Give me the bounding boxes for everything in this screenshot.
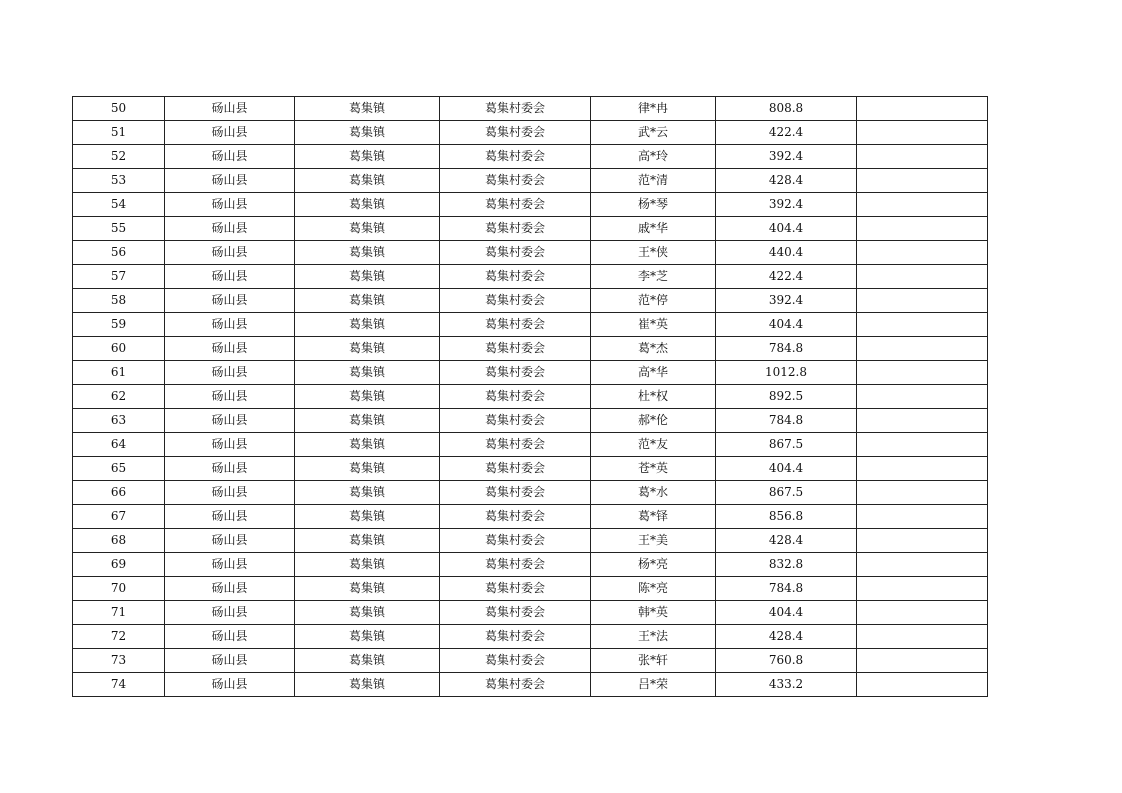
town-cell: 葛集镇 bbox=[295, 433, 440, 457]
row-number-cell: 54 bbox=[73, 193, 165, 217]
note-cell bbox=[857, 241, 988, 265]
amount-cell: 760.8 bbox=[716, 649, 857, 673]
amount-cell: 784.8 bbox=[716, 409, 857, 433]
amount-cell: 392.4 bbox=[716, 145, 857, 169]
town-cell: 葛集镇 bbox=[295, 625, 440, 649]
table-row bbox=[73, 553, 988, 577]
village-cell: 葛集村委会 bbox=[440, 385, 591, 409]
table-row bbox=[73, 433, 988, 457]
amount-cell: 784.8 bbox=[716, 577, 857, 601]
row-number-cell: 73 bbox=[73, 649, 165, 673]
note-cell bbox=[857, 433, 988, 457]
name-cell: 高*玲 bbox=[591, 145, 716, 169]
county-cell: 砀山县 bbox=[165, 433, 295, 457]
county-cell: 砀山县 bbox=[165, 625, 295, 649]
note-cell bbox=[857, 409, 988, 433]
name-cell: 王*美 bbox=[591, 529, 716, 553]
table-row bbox=[73, 193, 988, 217]
document-page bbox=[72, 96, 988, 697]
village-cell: 葛集村委会 bbox=[440, 553, 591, 577]
table-row bbox=[73, 505, 988, 529]
name-cell: 葛*铎 bbox=[591, 505, 716, 529]
county-cell: 砀山县 bbox=[165, 577, 295, 601]
row-number-cell: 69 bbox=[73, 553, 165, 577]
note-cell bbox=[857, 505, 988, 529]
county-cell: 砀山县 bbox=[165, 97, 295, 121]
amount-cell: 404.4 bbox=[716, 457, 857, 481]
county-cell: 砀山县 bbox=[165, 337, 295, 361]
village-cell: 葛集村委会 bbox=[440, 577, 591, 601]
county-cell: 砀山县 bbox=[165, 145, 295, 169]
name-cell: 范*停 bbox=[591, 289, 716, 313]
name-cell: 杨*琴 bbox=[591, 193, 716, 217]
table-row bbox=[73, 529, 988, 553]
row-number-cell: 64 bbox=[73, 433, 165, 457]
village-cell: 葛集村委会 bbox=[440, 457, 591, 481]
table-row bbox=[73, 145, 988, 169]
village-cell: 葛集村委会 bbox=[440, 673, 591, 697]
county-cell: 砀山县 bbox=[165, 241, 295, 265]
town-cell: 葛集镇 bbox=[295, 313, 440, 337]
table-row bbox=[73, 121, 988, 145]
note-cell bbox=[857, 601, 988, 625]
row-number-cell: 59 bbox=[73, 313, 165, 337]
table-row bbox=[73, 313, 988, 337]
town-cell: 葛集镇 bbox=[295, 337, 440, 361]
name-cell: 范*友 bbox=[591, 433, 716, 457]
row-number-cell: 60 bbox=[73, 337, 165, 361]
name-cell: 李*芝 bbox=[591, 265, 716, 289]
note-cell bbox=[857, 553, 988, 577]
row-number-cell: 62 bbox=[73, 385, 165, 409]
table-row bbox=[73, 601, 988, 625]
county-cell: 砀山县 bbox=[165, 361, 295, 385]
name-cell: 杨*亮 bbox=[591, 553, 716, 577]
town-cell: 葛集镇 bbox=[295, 601, 440, 625]
town-cell: 葛集镇 bbox=[295, 673, 440, 697]
row-number-cell: 74 bbox=[73, 673, 165, 697]
note-cell bbox=[857, 193, 988, 217]
name-cell: 韩*英 bbox=[591, 601, 716, 625]
table-row bbox=[73, 409, 988, 433]
amount-cell: 428.4 bbox=[716, 529, 857, 553]
amount-cell: 808.8 bbox=[716, 97, 857, 121]
town-cell: 葛集镇 bbox=[295, 241, 440, 265]
note-cell bbox=[857, 457, 988, 481]
name-cell: 王*侠 bbox=[591, 241, 716, 265]
row-number-cell: 65 bbox=[73, 457, 165, 481]
note-cell bbox=[857, 169, 988, 193]
town-cell: 葛集镇 bbox=[295, 121, 440, 145]
note-cell bbox=[857, 481, 988, 505]
amount-cell: 392.4 bbox=[716, 289, 857, 313]
amount-cell: 784.8 bbox=[716, 337, 857, 361]
village-cell: 葛集村委会 bbox=[440, 265, 591, 289]
village-cell: 葛集村委会 bbox=[440, 409, 591, 433]
note-cell bbox=[857, 289, 988, 313]
name-cell: 郝*伦 bbox=[591, 409, 716, 433]
name-cell: 吕*荣 bbox=[591, 673, 716, 697]
county-cell: 砀山县 bbox=[165, 505, 295, 529]
row-number-cell: 55 bbox=[73, 217, 165, 241]
row-number-cell: 52 bbox=[73, 145, 165, 169]
table-row bbox=[73, 481, 988, 505]
town-cell: 葛集镇 bbox=[295, 457, 440, 481]
name-cell: 葛*水 bbox=[591, 481, 716, 505]
amount-cell: 428.4 bbox=[716, 169, 857, 193]
note-cell bbox=[857, 217, 988, 241]
amount-cell: 867.5 bbox=[716, 481, 857, 505]
note-cell bbox=[857, 361, 988, 385]
amount-cell: 1012.8 bbox=[716, 361, 857, 385]
row-number-cell: 50 bbox=[73, 97, 165, 121]
village-cell: 葛集村委会 bbox=[440, 601, 591, 625]
name-cell: 陈*亮 bbox=[591, 577, 716, 601]
row-number-cell: 58 bbox=[73, 289, 165, 313]
table-row bbox=[73, 241, 988, 265]
amount-cell: 832.8 bbox=[716, 553, 857, 577]
table-row bbox=[73, 649, 988, 673]
note-cell bbox=[857, 385, 988, 409]
town-cell: 葛集镇 bbox=[295, 529, 440, 553]
county-cell: 砀山县 bbox=[165, 481, 295, 505]
village-cell: 葛集村委会 bbox=[440, 169, 591, 193]
county-cell: 砀山县 bbox=[165, 169, 295, 193]
name-cell: 高*华 bbox=[591, 361, 716, 385]
village-cell: 葛集村委会 bbox=[440, 289, 591, 313]
row-number-cell: 72 bbox=[73, 625, 165, 649]
amount-cell: 392.4 bbox=[716, 193, 857, 217]
note-cell bbox=[857, 649, 988, 673]
town-cell: 葛集镇 bbox=[295, 361, 440, 385]
name-cell: 苍*英 bbox=[591, 457, 716, 481]
amount-cell: 428.4 bbox=[716, 625, 857, 649]
amount-cell: 422.4 bbox=[716, 121, 857, 145]
name-cell: 武*云 bbox=[591, 121, 716, 145]
town-cell: 葛集镇 bbox=[295, 289, 440, 313]
village-cell: 葛集村委会 bbox=[440, 433, 591, 457]
town-cell: 葛集镇 bbox=[295, 193, 440, 217]
amount-cell: 404.4 bbox=[716, 217, 857, 241]
row-number-cell: 68 bbox=[73, 529, 165, 553]
row-number-cell: 70 bbox=[73, 577, 165, 601]
town-cell: 葛集镇 bbox=[295, 553, 440, 577]
row-number-cell: 51 bbox=[73, 121, 165, 145]
table-row bbox=[73, 265, 988, 289]
table-row bbox=[73, 289, 988, 313]
town-cell: 葛集镇 bbox=[295, 97, 440, 121]
county-cell: 砀山县 bbox=[165, 289, 295, 313]
county-cell: 砀山县 bbox=[165, 121, 295, 145]
amount-cell: 892.5 bbox=[716, 385, 857, 409]
village-cell: 葛集村委会 bbox=[440, 313, 591, 337]
row-number-cell: 67 bbox=[73, 505, 165, 529]
note-cell bbox=[857, 529, 988, 553]
town-cell: 葛集镇 bbox=[295, 577, 440, 601]
town-cell: 葛集镇 bbox=[295, 385, 440, 409]
county-cell: 砀山县 bbox=[165, 673, 295, 697]
amount-cell: 422.4 bbox=[716, 265, 857, 289]
amount-cell: 440.4 bbox=[716, 241, 857, 265]
table-row bbox=[73, 337, 988, 361]
village-cell: 葛集村委会 bbox=[440, 193, 591, 217]
name-cell: 范*清 bbox=[591, 169, 716, 193]
subsidy-table bbox=[72, 96, 988, 697]
table-row bbox=[73, 361, 988, 385]
row-number-cell: 56 bbox=[73, 241, 165, 265]
table-body bbox=[73, 97, 988, 697]
note-cell bbox=[857, 625, 988, 649]
town-cell: 葛集镇 bbox=[295, 145, 440, 169]
note-cell bbox=[857, 145, 988, 169]
village-cell: 葛集村委会 bbox=[440, 217, 591, 241]
village-cell: 葛集村委会 bbox=[440, 241, 591, 265]
county-cell: 砀山县 bbox=[165, 553, 295, 577]
table-row bbox=[73, 385, 988, 409]
county-cell: 砀山县 bbox=[165, 313, 295, 337]
note-cell bbox=[857, 577, 988, 601]
county-cell: 砀山县 bbox=[165, 529, 295, 553]
county-cell: 砀山县 bbox=[165, 649, 295, 673]
county-cell: 砀山县 bbox=[165, 265, 295, 289]
row-number-cell: 57 bbox=[73, 265, 165, 289]
town-cell: 葛集镇 bbox=[295, 481, 440, 505]
table-row bbox=[73, 169, 988, 193]
village-cell: 葛集村委会 bbox=[440, 625, 591, 649]
row-number-cell: 66 bbox=[73, 481, 165, 505]
county-cell: 砀山县 bbox=[165, 385, 295, 409]
name-cell: 王*法 bbox=[591, 625, 716, 649]
town-cell: 葛集镇 bbox=[295, 409, 440, 433]
table-row bbox=[73, 673, 988, 697]
town-cell: 葛集镇 bbox=[295, 649, 440, 673]
row-number-cell: 71 bbox=[73, 601, 165, 625]
row-number-cell: 53 bbox=[73, 169, 165, 193]
village-cell: 葛集村委会 bbox=[440, 649, 591, 673]
county-cell: 砀山县 bbox=[165, 409, 295, 433]
village-cell: 葛集村委会 bbox=[440, 529, 591, 553]
table-row bbox=[73, 97, 988, 121]
note-cell bbox=[857, 337, 988, 361]
village-cell: 葛集村委会 bbox=[440, 481, 591, 505]
village-cell: 葛集村委会 bbox=[440, 97, 591, 121]
table-row bbox=[73, 577, 988, 601]
town-cell: 葛集镇 bbox=[295, 265, 440, 289]
amount-cell: 404.4 bbox=[716, 601, 857, 625]
name-cell: 律*冉 bbox=[591, 97, 716, 121]
row-number-cell: 61 bbox=[73, 361, 165, 385]
county-cell: 砀山县 bbox=[165, 217, 295, 241]
county-cell: 砀山县 bbox=[165, 601, 295, 625]
name-cell: 张*轩 bbox=[591, 649, 716, 673]
row-number-cell: 63 bbox=[73, 409, 165, 433]
name-cell: 葛*杰 bbox=[591, 337, 716, 361]
amount-cell: 433.2 bbox=[716, 673, 857, 697]
name-cell: 杜*权 bbox=[591, 385, 716, 409]
name-cell: 戚*华 bbox=[591, 217, 716, 241]
amount-cell: 404.4 bbox=[716, 313, 857, 337]
note-cell bbox=[857, 313, 988, 337]
note-cell bbox=[857, 121, 988, 145]
village-cell: 葛集村委会 bbox=[440, 361, 591, 385]
village-cell: 葛集村委会 bbox=[440, 337, 591, 361]
county-cell: 砀山县 bbox=[165, 457, 295, 481]
name-cell: 崔*英 bbox=[591, 313, 716, 337]
county-cell: 砀山县 bbox=[165, 193, 295, 217]
note-cell bbox=[857, 673, 988, 697]
table-row bbox=[73, 625, 988, 649]
town-cell: 葛集镇 bbox=[295, 169, 440, 193]
table-row bbox=[73, 457, 988, 481]
village-cell: 葛集村委会 bbox=[440, 505, 591, 529]
amount-cell: 867.5 bbox=[716, 433, 857, 457]
town-cell: 葛集镇 bbox=[295, 505, 440, 529]
town-cell: 葛集镇 bbox=[295, 217, 440, 241]
table-row bbox=[73, 217, 988, 241]
note-cell bbox=[857, 97, 988, 121]
village-cell: 葛集村委会 bbox=[440, 121, 591, 145]
note-cell bbox=[857, 265, 988, 289]
village-cell: 葛集村委会 bbox=[440, 145, 591, 169]
amount-cell: 856.8 bbox=[716, 505, 857, 529]
